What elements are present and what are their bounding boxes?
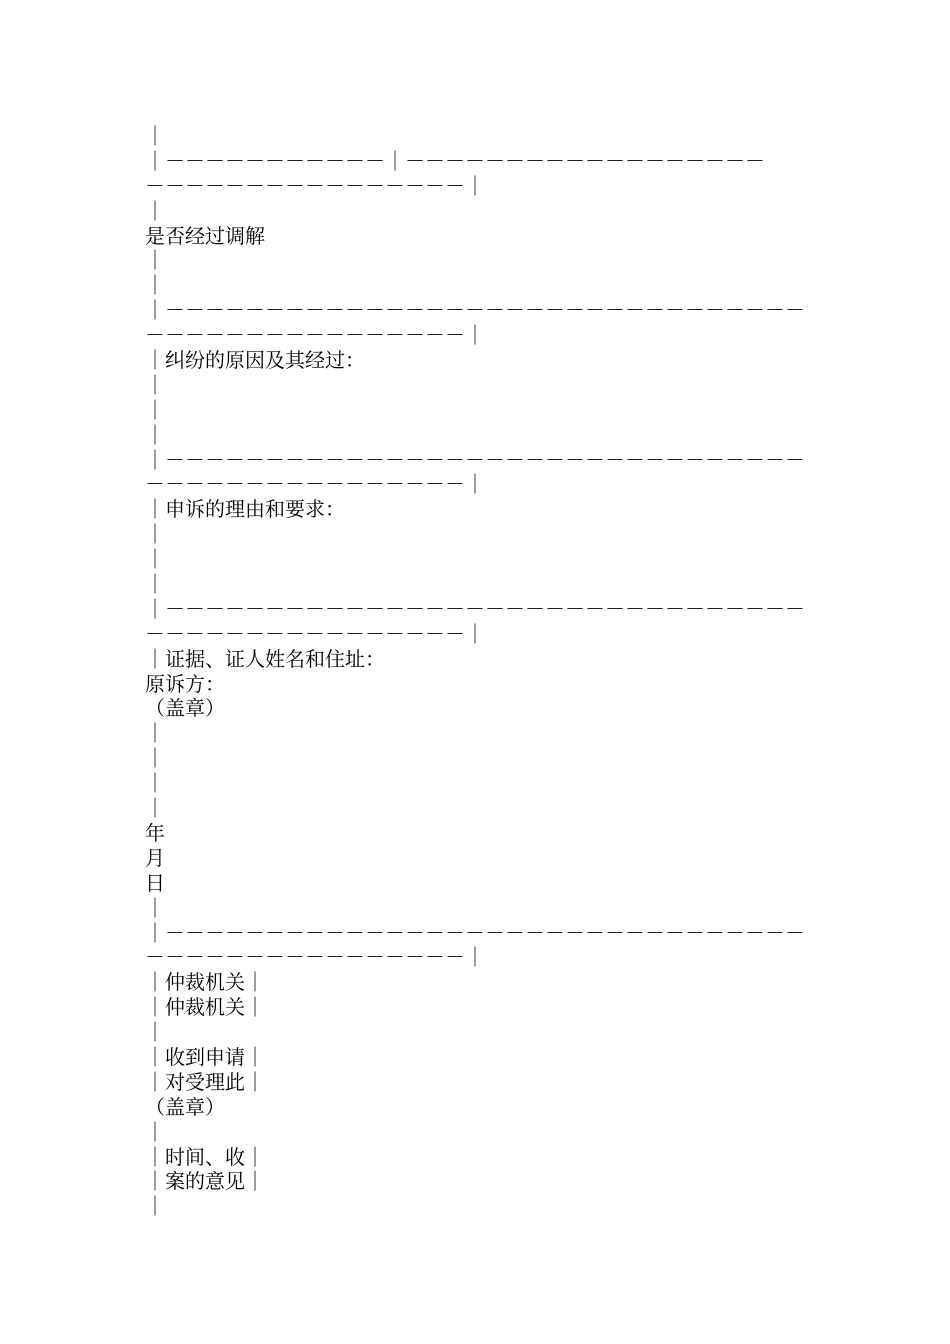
form-border-line: ｜ xyxy=(145,372,165,397)
form-border-line: ｜ xyxy=(145,547,165,572)
form-border-line: ｜ xyxy=(145,572,165,597)
form-divider-line: －－－－－－－－－－－－－－－－｜ xyxy=(145,945,485,970)
appellant-label: 原诉方： xyxy=(145,671,225,696)
date-month-label: 月 xyxy=(145,845,165,870)
mediation-label: 是否经过调解 xyxy=(145,223,265,248)
form-divider-line: －－－－－－－－－－－－－－－－｜ xyxy=(145,323,485,348)
form-border-line: ｜ xyxy=(145,796,165,821)
application-received-label: ｜收到申请｜ xyxy=(145,1044,265,1069)
form-divider-line: ｜－－－－－－－－－－－｜－－－－－－－－－－－－－－－－－－ xyxy=(145,148,765,173)
form-border-line: ｜ xyxy=(145,895,165,920)
form-border-line: ｜ xyxy=(145,1119,165,1144)
form-divider-line: ｜－－－－－－－－－－－－－－－－－－－－－－－－－－－－－－－－ xyxy=(145,920,805,945)
form-divider-line: －－－－－－－－－－－－－－－－｜ xyxy=(145,472,485,497)
arbitration-authority-label: ｜仲裁机关｜ xyxy=(145,970,265,995)
form-border-line: ｜ xyxy=(145,1194,165,1219)
form-divider-line: ｜－－－－－－－－－－－－－－－－－－－－－－－－－－－－－－－－ xyxy=(145,447,805,472)
document-body xyxy=(145,124,805,1219)
form-border-line: ｜ xyxy=(145,721,165,746)
form-border-line: ｜ xyxy=(145,124,165,148)
form-divider-line: －－－－－－－－－－－－－－－－｜ xyxy=(145,621,485,646)
form-border-line: ｜ xyxy=(145,397,165,422)
date-year-label: 年 xyxy=(145,820,165,845)
form-border-line: ｜ xyxy=(145,198,165,223)
form-border-line: ｜ xyxy=(145,422,165,447)
acceptance-label: ｜对受理此｜ xyxy=(145,1069,265,1094)
evidence-witness-label: ｜证据、证人姓名和住址： xyxy=(145,646,385,671)
form-border-line: ｜ xyxy=(145,522,165,547)
form-divider-line: －－－－－－－－－－－－－－－－｜ xyxy=(145,173,485,198)
dispute-cause-label: ｜纠纷的原因及其经过： xyxy=(145,348,365,373)
arbitration-authority-label: ｜仲裁机关｜ xyxy=(145,995,265,1020)
seal-label: （盖章） xyxy=(145,696,225,721)
appeal-reason-label: ｜申诉的理由和要求： xyxy=(145,497,345,522)
case-opinion-label: ｜案的意见｜ xyxy=(145,1169,265,1194)
form-border-line: ｜ xyxy=(145,248,165,273)
form-border-line: ｜ xyxy=(145,746,165,771)
form-border-line: ｜ xyxy=(145,771,165,796)
form-divider-line: ｜－－－－－－－－－－－－－－－－－－－－－－－－－－－－－－－－ xyxy=(145,298,805,323)
form-divider-line: ｜－－－－－－－－－－－－－－－－－－－－－－－－－－－－－－－－ xyxy=(145,596,805,621)
date-day-label: 日 xyxy=(145,870,165,895)
receipt-time-label: ｜时间、收｜ xyxy=(145,1144,265,1169)
seal-label: （盖章） xyxy=(145,1094,225,1119)
form-border-line: ｜ xyxy=(145,1020,165,1045)
form-border-line: ｜ xyxy=(145,273,165,298)
